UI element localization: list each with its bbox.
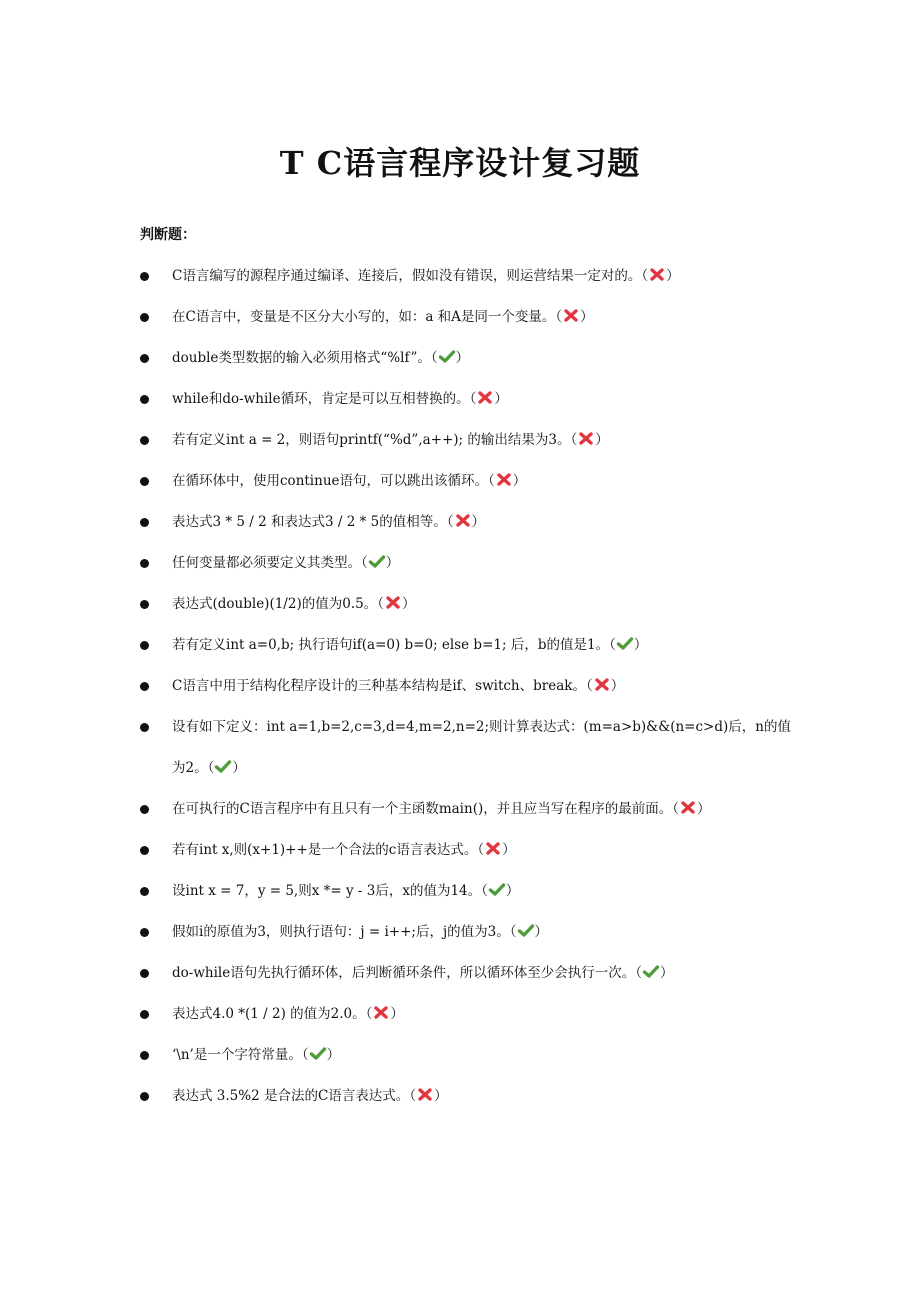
check-icon <box>517 923 535 938</box>
answer-open-paren: （ <box>635 965 642 981</box>
bullet-icon <box>140 313 149 322</box>
question-text: double类型数据的输入必须用格式“%lf”。 <box>172 350 431 366</box>
answer-close-paren: ） <box>385 555 400 571</box>
answer-close-paren: ） <box>633 637 648 653</box>
question-item <box>140 297 800 338</box>
check-icon <box>616 636 634 651</box>
answer-open-paren: （ <box>361 555 368 571</box>
question-text: 表达式 3.5%2 是合法的C语言表达式。 <box>172 1088 410 1104</box>
check-icon <box>368 554 386 569</box>
answer-open-paren: （ <box>488 473 495 489</box>
question-item <box>140 830 800 871</box>
answer-close-paren: ） <box>666 268 680 284</box>
bullet-icon <box>140 395 149 404</box>
question-item <box>140 912 800 953</box>
answer-close-paren: ） <box>390 1006 404 1022</box>
answer-open-paren: （ <box>446 514 454 530</box>
question-text: 表达式(double)(1/2)的值为0.5。 <box>172 596 378 612</box>
answer-open-paren: （ <box>365 1006 373 1022</box>
question-text: 若有定义int a=0,b; 执行语句if(a=0) b=0; else b=1; 后，b的值是1。 <box>172 637 610 653</box>
answer-close-paren: ） <box>502 842 516 858</box>
question-item <box>140 871 800 912</box>
question-item <box>140 379 800 420</box>
question-text: 表达式4.0 *(1 / 2) 的值为2.0。 <box>172 1006 366 1022</box>
answer-close-paren: ） <box>595 432 609 448</box>
question-item <box>140 584 800 625</box>
answer-close-paren: ） <box>505 883 520 899</box>
answer-open-paren: （ <box>301 1047 309 1063</box>
answer-open-paren: （ <box>585 678 593 694</box>
question-text: 假如i的原值为3，则执行语句：j = i++;后，j的值为3。 <box>172 924 510 940</box>
question-item <box>140 256 800 297</box>
question-text: 表达式3 * 5 / 2 和表达式3 / 2 * 5的值相等。 <box>172 514 447 530</box>
answer-open-paren: （ <box>481 883 488 899</box>
check-icon <box>642 964 660 979</box>
bullet-icon <box>140 477 149 486</box>
cross-icon <box>476 390 494 405</box>
bullet-icon <box>140 641 149 650</box>
question-item <box>140 543 800 584</box>
answer-close-paren: ） <box>512 473 527 489</box>
bullet-icon <box>140 887 149 896</box>
bullet-icon <box>140 1010 149 1019</box>
cross-icon <box>484 841 502 856</box>
question-item <box>140 707 800 789</box>
question-item <box>140 953 800 994</box>
question-item <box>140 1076 800 1117</box>
cross-icon <box>593 677 611 692</box>
bullet-icon <box>140 682 149 691</box>
answer-close-paren: ） <box>401 596 416 612</box>
question-item <box>140 420 800 461</box>
question-text: while和do-while循环，肯定是可以互相替换的。 <box>172 391 470 407</box>
page-title: T C语言程序设计复习题 <box>279 144 641 182</box>
question-item <box>140 789 800 830</box>
answer-close-paren: ） <box>326 1047 341 1063</box>
bullet-icon <box>140 805 149 814</box>
answer-close-paren: ） <box>580 309 594 325</box>
question-text: 在可执行的C语言程序中有且只有一个主函数main()，并且应当写在程序的最前面。 <box>172 801 673 817</box>
bullet-icon <box>140 928 149 937</box>
answer-open-paren: （ <box>477 842 485 858</box>
question-text: 在循环体中，使用continue语句，可以跳出该循环。 <box>172 473 489 489</box>
question-text: 设有如下定义：int a=1,b=2,c=3,d=4,m=2,n=2;则计算表达式：(m=a>b)&&(n=c>d)后，n的值为2。 <box>172 719 791 776</box>
cross-icon <box>648 267 666 282</box>
answer-close-paren: ） <box>455 350 470 366</box>
cross-icon <box>679 800 697 815</box>
cross-icon <box>454 513 472 528</box>
question-text: 若有int x,则(x+1)++是一个合法的c语言表达式。 <box>172 842 478 858</box>
question-item <box>140 502 800 543</box>
question-item <box>140 994 800 1035</box>
bullet-icon <box>140 969 149 978</box>
answer-close-paren: ） <box>659 965 674 981</box>
bullet-icon <box>140 600 149 609</box>
question-text: 设int x = 7，y = 5,则x *= y - 3后，x的值为14。 <box>172 883 482 899</box>
question-item <box>140 625 800 666</box>
cross-icon <box>562 308 580 323</box>
answer-close-paren: ） <box>696 801 711 817</box>
cross-icon <box>577 431 595 446</box>
answer-close-paren: ） <box>434 1088 448 1104</box>
check-icon <box>438 349 456 364</box>
question-text: do-while语句先执行循环体，后判断循环条件，所以循环体至少会执行一次。 <box>172 965 636 981</box>
answer-open-paren: （ <box>207 760 215 776</box>
section-label: 判断题： <box>140 227 196 243</box>
question-item <box>140 338 800 379</box>
question-item <box>140 461 800 502</box>
question-text: C语言中用于结构化程序设计的三种基本结构是if、switch、break。 <box>172 678 586 694</box>
question-text: 任何变量都必须要定义其类型。 <box>172 555 361 571</box>
bullet-icon <box>140 723 149 732</box>
answer-open-paren: （ <box>469 391 477 407</box>
bullet-icon <box>140 518 149 527</box>
answer-open-paren: （ <box>609 637 616 653</box>
answer-close-paren: ） <box>610 678 625 694</box>
cross-icon <box>416 1087 434 1102</box>
bullet-icon <box>140 559 149 568</box>
check-icon <box>214 759 232 774</box>
question-text: 若有定义int a = 2，则语句printf(“%d”,a++); 的输出结果为3。 <box>172 432 571 448</box>
answer-open-paren: （ <box>570 432 578 448</box>
question-text: C语言编写的源程序通过编译、连接后，假如没有错误，则运营结果一定对的。 <box>172 268 642 284</box>
question-text: 在C语言中，变量是不区分大小写的，如：a 和A是同一个变量。 <box>172 309 556 325</box>
cross-icon <box>372 1005 390 1020</box>
question-item <box>140 666 800 707</box>
check-icon <box>488 882 506 897</box>
bullet-icon <box>140 436 149 445</box>
answer-close-paren: ） <box>494 391 508 407</box>
question-text: ‘\n’是一个字符常量。 <box>172 1047 302 1063</box>
check-icon <box>309 1046 327 1061</box>
question-list <box>140 256 800 1117</box>
question-item <box>140 1035 800 1076</box>
answer-open-paren: （ <box>641 268 649 284</box>
bullet-icon <box>140 1051 149 1060</box>
answer-open-paren: （ <box>555 309 563 325</box>
bullet-icon <box>140 272 149 281</box>
answer-open-paren: （ <box>430 350 438 366</box>
answer-open-paren: （ <box>509 924 517 940</box>
bullet-icon <box>140 1092 149 1101</box>
answer-open-paren: （ <box>409 1088 417 1104</box>
bullet-icon <box>140 354 149 363</box>
answer-close-paren: ） <box>232 760 246 776</box>
bullet-icon <box>140 846 149 855</box>
answer-open-paren: （ <box>377 596 384 612</box>
cross-icon <box>384 595 402 610</box>
cross-icon <box>495 472 513 487</box>
answer-open-paren: （ <box>672 801 679 817</box>
answer-close-paren: ） <box>534 924 548 940</box>
answer-close-paren: ） <box>471 514 486 530</box>
